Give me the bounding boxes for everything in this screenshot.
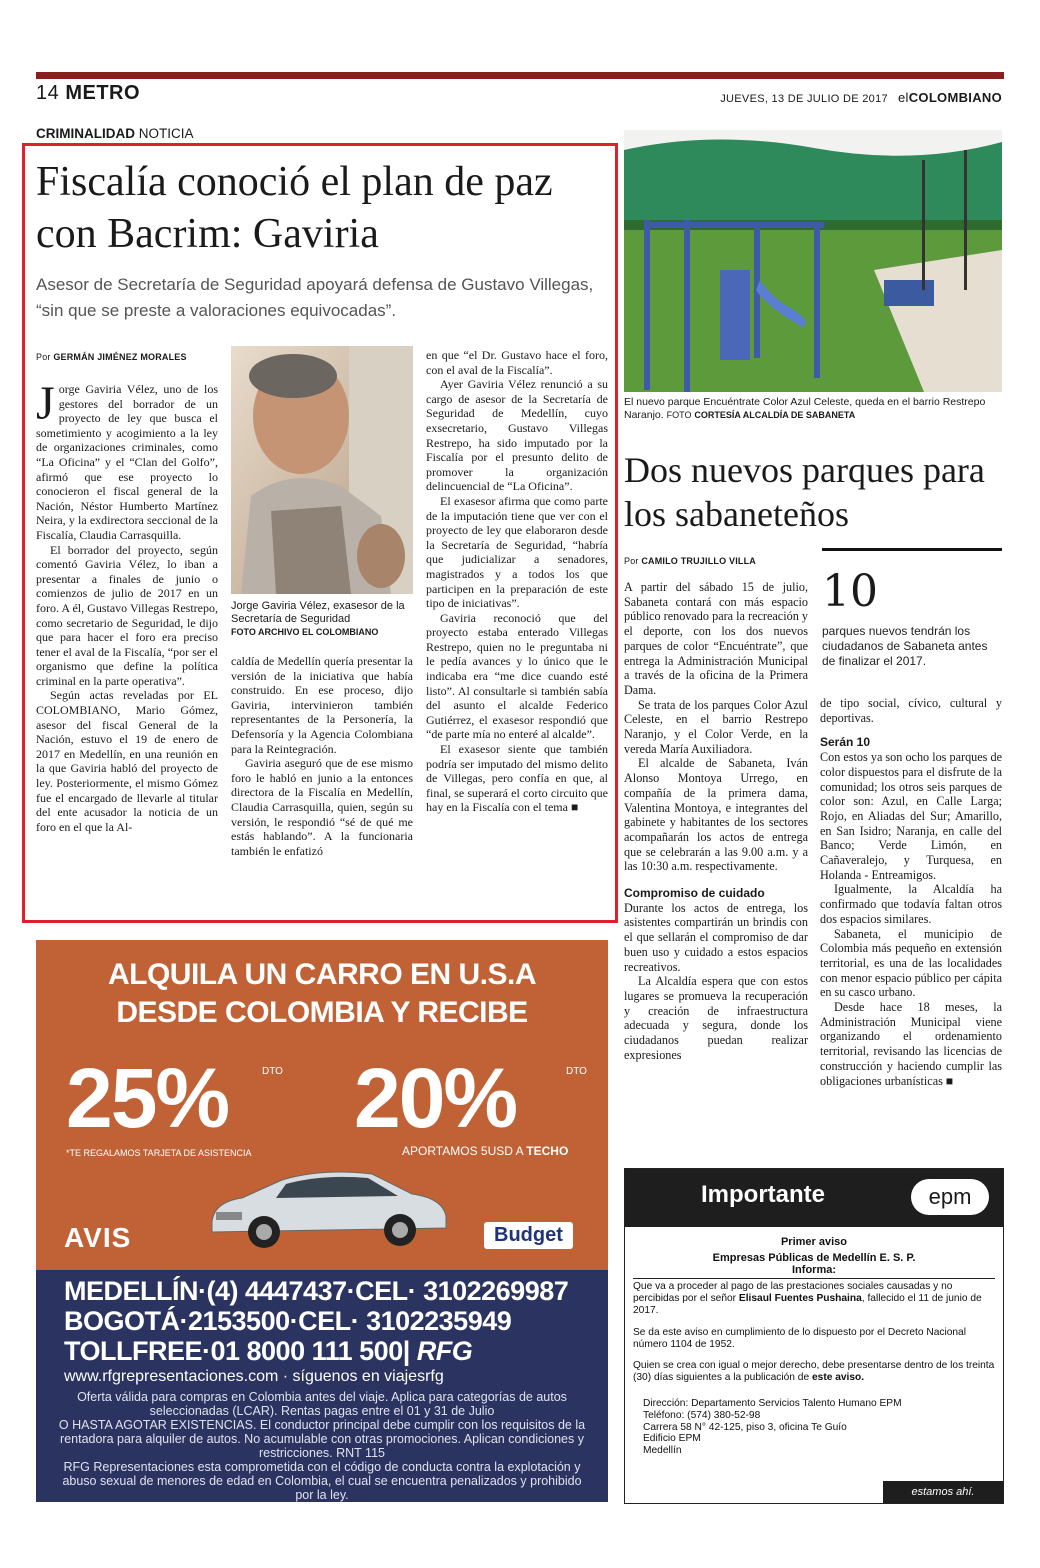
budget-logo: Budget (484, 1222, 573, 1249)
notice-tagline: estamos ahí. (883, 1481, 1003, 1503)
ad-web-line (64, 1368, 444, 1386)
credit-prefix: FOTO (666, 410, 692, 420)
paragraph: Se trata de los parques Color Azul Celeste, en el barrio Restrepo Naranjo, y el Color Verde, en la vereda María Auxiliadora. (624, 697, 808, 756)
paragraph-text: Que va a proceder al pago de las prestaciones sociales causadas y no percibidas por el señor (633, 1281, 953, 1305)
paragraph: El exasesor afirma que como parte de la imputación tiene que ver con el proyecto de ley que elaboraron desde la Secretaría de Seguridad, “habría que judicializar a senadores, magistrados y a todos los que participen en la preparación de este tipo de iniciativas”. (426, 493, 608, 611)
caption-text: Jorge Gaviria Vélez, exasesor de la Secretaría de Seguridad (231, 600, 405, 625)
article-kicker (36, 126, 194, 141)
deceased-name: Elisaul Fuentes Pushaina (738, 1293, 862, 1305)
kicker-category: CRIMINALIDAD (36, 126, 135, 141)
tollfree-number[interactable]: TOLLFREE·01 8000 111 500| (64, 1336, 410, 1366)
paragraph: de tipo social, cívico, cultural y deportivas. (820, 696, 1002, 725)
portrait-caption (231, 600, 413, 639)
contact-medellin[interactable]: MEDELLÍN·(4) 4447437·CEL· 3102269987 (64, 1276, 569, 1306)
byline-author: CAMILO TRUJILLO VILLA (641, 556, 757, 566)
note-text: APORTAMOS 5USD A (402, 1144, 523, 1158)
epm-notice (624, 1168, 1004, 1504)
address-line: Carrera 58 N° 42-125, piso 3, oficina Te Guío (643, 1421, 847, 1433)
article-headline: Fiscalía conoció el plan de paz con Bacrim: Gaviria (36, 159, 553, 257)
subhead: Serán 10 (820, 735, 871, 750)
article2-column-2 (820, 696, 1002, 1088)
paragraph: Igualmente, la Alcaldía ha confirmado que todavía faltan otros dos espacios similares. (820, 882, 1002, 926)
paragraph-emphasis: este aviso. (811, 1372, 865, 1384)
article-column-1 (36, 377, 218, 834)
avis-logo: AVIS (64, 1222, 132, 1253)
dto-label: DTO (262, 1066, 283, 1077)
paragraph: A partir del sábado 15 de julio, Sabaneta contará con más espacio público renovado para la recreación y el deporte, con los dos nuevos parques de color “Encuéntrate”, que entrega la Administración Municipal a través de la oficina de la Primera Dama. (624, 580, 808, 697)
newspaper-name: COLOMBIANO (908, 90, 1002, 105)
article2-column-1 (624, 580, 808, 1063)
rfg-logo: RFG (416, 1336, 473, 1366)
epm-logo: epm (911, 1179, 989, 1215)
address-line: Dirección: Departamento Servicios Talento Humano EPM (643, 1397, 902, 1409)
fine-print-line: RFG Representaciones esta comprometida con el código de conducta contra la explotación y abuso sexual de menores de edad en Colombia, el cual se encuentra penalizados y prohibido por la ley. (62, 1460, 582, 1502)
paragraph: Gaviria reconoció que del proyecto estaba enterado Villegas Restrepo, quien no le preguntaba ni le pedía avances y lo único que le indicaba era “me dice cuando esté listo”. Al consultarle si también sabía del asunto el alcalde Federico Gutiérrez, el exasesor respondió que “de parte mía no enteré al alcalde”. (426, 610, 608, 742)
ad-top-panel (36, 940, 608, 1270)
portrait-image (231, 346, 413, 594)
subhead: Compromiso de cuidado (624, 886, 765, 901)
car-rental-ad[interactable] (36, 940, 608, 1502)
notice-paragraph (633, 1281, 995, 1316)
paragraph-text: Quien se crea con igual o mejor derecho, debe presentarse dentro de los treinta (30) días siguientes a la publicación de (633, 1360, 995, 1384)
caption-text: El nuevo parque Encuéntrate Color Azul Celeste, queda en el barrio Restrepo Naranjo. (624, 396, 986, 421)
byline-author: GERMÁN JIMÉNEZ MORALES (53, 352, 187, 362)
page-header (36, 82, 140, 105)
photo-credit: FOTO ARCHIVO EL COLOMBIANO (231, 627, 379, 637)
discount-avis: 25% (66, 1051, 229, 1145)
section-name: METRO (65, 82, 141, 104)
address-line: Teléfono: (574) 380-52-98 (643, 1409, 761, 1421)
article2-byline (624, 556, 756, 566)
date-line (720, 90, 1002, 105)
note-brand: TECHO (526, 1144, 569, 1158)
paragraph: en que “el Dr. Gustavo hace el foro, con el aval de la Fiscalía”. (426, 348, 608, 377)
header-rule (36, 72, 1004, 79)
car-illustration (202, 1152, 452, 1252)
notice-address (633, 1398, 995, 1457)
paragraph: Según actas reveladas por EL COLOMBIANO, Mario Gómez, asesor del fiscal General de la Nación, estuvo el 19 de enero de 2017 en Medellín, en una reunión en la que Gaviria habló del proyecto de ley. Posteriormente, el mismo Gómez fue el encargado de llevarle al titular del ente acusador la noticia de un foro en el que la Al- (36, 688, 218, 834)
notice-body (633, 1237, 995, 1457)
paragraph: caldía de Medellín quería presentar la versión de la iniciativa que había construido. En ese proceso, dijo Gaviria, intervinieron también representantes de la Personería, la Defensoría y la Agencia Colombiana para la Reintegración. (231, 654, 413, 756)
article-column-3 (426, 348, 608, 815)
paragraph (36, 377, 218, 543)
paragraph-text: orge Gaviria Vélez, uno de los gestores del borrador de un proyecto de ley que busca el sometimiento y acogimiento a la ley de organizaciones criminales, como “La Oficina” y el “Clan del Golfo”, afirmó que ese proyecto lo conocieron el fiscal general de la Nación, Néstor Humberto Martínez Neira, y la exdirectora seccional de la Fiscalía, Claudia Carrasquilla. (36, 382, 218, 542)
notice-aviso: Primer aviso (780, 1236, 848, 1248)
byline-prefix: Por (36, 352, 51, 362)
notice-paragraph: Se da este aviso en cumplimiento de lo dispuesto por el Decreto Nacional número 1104 de 1952. (633, 1326, 966, 1350)
address-line: Medellín (643, 1445, 682, 1457)
article2-headline: Dos nuevos parques para los sabaneteños (624, 450, 985, 534)
discount-budget: 20% (354, 1051, 517, 1145)
fine-print-line: Oferta válida para compras en Colombia antes del viaje. Aplica para categorías de autos seleccionadas (LCAR). Rentas pagas entre el 01 y 31 de Julio (77, 1390, 567, 1418)
ad-headline-line2: DESDE COLOMBIA Y RECIBE (116, 996, 528, 1029)
contact-tollfree[interactable] (64, 1336, 568, 1366)
byline-prefix: Por (624, 556, 639, 566)
paragraph: El exasesor siente que también podría ser imputado del mismo delito de Villegas, pero confía en que, al final, se superará el corto circuito que hay en la Fiscalía con el tema ■ (426, 742, 608, 815)
paragraph: Con estos ya son ocho los parques de color dispuestos para el disfrute de la comunidad; los otros seis parques de color son: Azul, en Calle Larga; Rojo, en Aliadas del Sur; Amarillo, en San Isidro; Naranja, en calle del Banco; Verde Limón, en Cañaveralejo, y Turquesa, en Holanda - Entreamigos. (820, 750, 1002, 882)
paragraph-text: , fallecido el 11 de junio de 2017. (633, 1293, 982, 1316)
notice-paragraph (633, 1360, 995, 1384)
kicker-type: NOTICIA (138, 126, 194, 141)
drop-cap: J (36, 377, 55, 430)
social-handle[interactable]: viajesrfg (384, 1368, 444, 1385)
stat-rule (822, 548, 1002, 551)
portrait-photo (231, 346, 413, 594)
ad-fine-print (56, 1390, 588, 1502)
ad-note-avis: *TE REGALAMOS TARJETA DE ASISTENCIA (66, 1148, 252, 1158)
stat-description: parques nuevos tendrán los ciudadanos de Sabaneta antes de finalizar el 2017. (822, 624, 988, 668)
notice-title-bar (625, 1169, 1003, 1227)
park-image (624, 130, 1002, 392)
notice-title: Importante (701, 1181, 826, 1208)
notice-company: Empresas Públicas de Medellín E. S. P. (712, 1251, 916, 1264)
dto-label: DTO (566, 1066, 587, 1077)
contact-bogota[interactable]: BOGOTÁ·2153500·CEL· 3102235949 (64, 1306, 512, 1336)
paragraph: Durante los actos de entrega, los asistentes compartirán un brindis con el que sellarán el compromiso de dar buen uso y cuidado a estos espacios recreativos. (624, 900, 808, 974)
paragraph: Sabaneta, el municipio de Colombia más pequeño en extensión territorial, es una de las localidades con menor espacio público per cápita en su casco urbano. (820, 926, 1002, 1000)
paragraph: El borrador del proyecto, según comentó Gaviria Vélez, lo iban a presentar a finales de junio o comienzos de julio de 2017 en un foro. A él, Gustavo Villegas Restrepo, como secretario de Seguridad, le dijo que para hacer el foro era preciso tener el aval de la Fiscalía, “por ser el organismo que define la política criminal en la parte operativa”. (36, 542, 218, 688)
article-column-2 (231, 654, 413, 858)
address-line: Edificio EPM (643, 1433, 701, 1445)
paragraph: El alcalde de Sabaneta, Iván Alonso Montoya Urrego, en compañía de la primera dama, Valentina Montoya, e integrantes del gabinete y habitantes de los sectores acompañarán los actos de entrega que se celebrarán a las 9.00 a.m. y a las 10:30 a.m. respectivamente. (624, 756, 808, 874)
ad-website[interactable]: www.rfgrepresentaciones.com · síguenos en (64, 1368, 380, 1385)
notice-informa: Informa: (792, 1263, 836, 1276)
photo-credit: CORTESÍA ALCALDÍA DE SABANETA (694, 410, 856, 420)
ad-bottom-panel (36, 1270, 608, 1502)
fine-print-line: O HASTA AGOTAR EXISTENCIAS. El conductor principal debe cumplir con los requisitos de la rentadora para alquiler de autos. No acumulable con otras promociones. Aplican condiciones y restricciones. RNT 115 (58, 1418, 586, 1460)
paragraph: Ayer Gaviria Vélez renunció a su cargo de asesor de la Secretaría de Seguridad de Medellín, cuyo exsecretario, Gustavo Villegas Restrepo, ha sido imputado por la Fiscalía por el presunto delito de promover la organización delincuencial de “La Oficina”. (426, 377, 608, 494)
ad-headline (36, 956, 608, 1032)
park-photo (624, 130, 1002, 392)
ad-headline-line1: ALQUILA UN CARRO EN U.S.A (107, 958, 537, 991)
paragraph: Desde hace 18 meses, la Administración Municipal viene organizando el ordenamiento territorial, revisando las licencias de construcción y haciendo cumplir las obligaciones urbanísticas ■ (820, 1000, 1002, 1088)
article-deck: Asesor de Secretaría de Seguridad apoyará defensa de Gustavo Villegas, “sin que se preste a valoraciones equivocadas”. (36, 275, 594, 320)
article-byline (36, 352, 187, 362)
paragraph: La Alcaldía espera que con estos lugares se promueva la recuperación y creación de infraestructura adecuada y segura, donde los ciudadanos puedan realizar expresiones (624, 974, 808, 1062)
paragraph: Gaviria aseguró que de ese mismo foro le habló en junio a la entonces directora de la Fiscalía en Medellín, Claudia Carrasquilla, quien, según su versión, le respondió “sé de qué me estás hablando”. A la funcionaria también le enfatizó (231, 756, 413, 858)
ad-contacts (64, 1276, 568, 1366)
issue-date: JUEVES, 13 DE JULIO DE 2017 (720, 93, 888, 105)
page-number: 14 (36, 82, 60, 104)
stat-number: 10 (822, 566, 878, 617)
newspaper-prefix: el (898, 90, 909, 105)
park-caption (624, 396, 1002, 422)
